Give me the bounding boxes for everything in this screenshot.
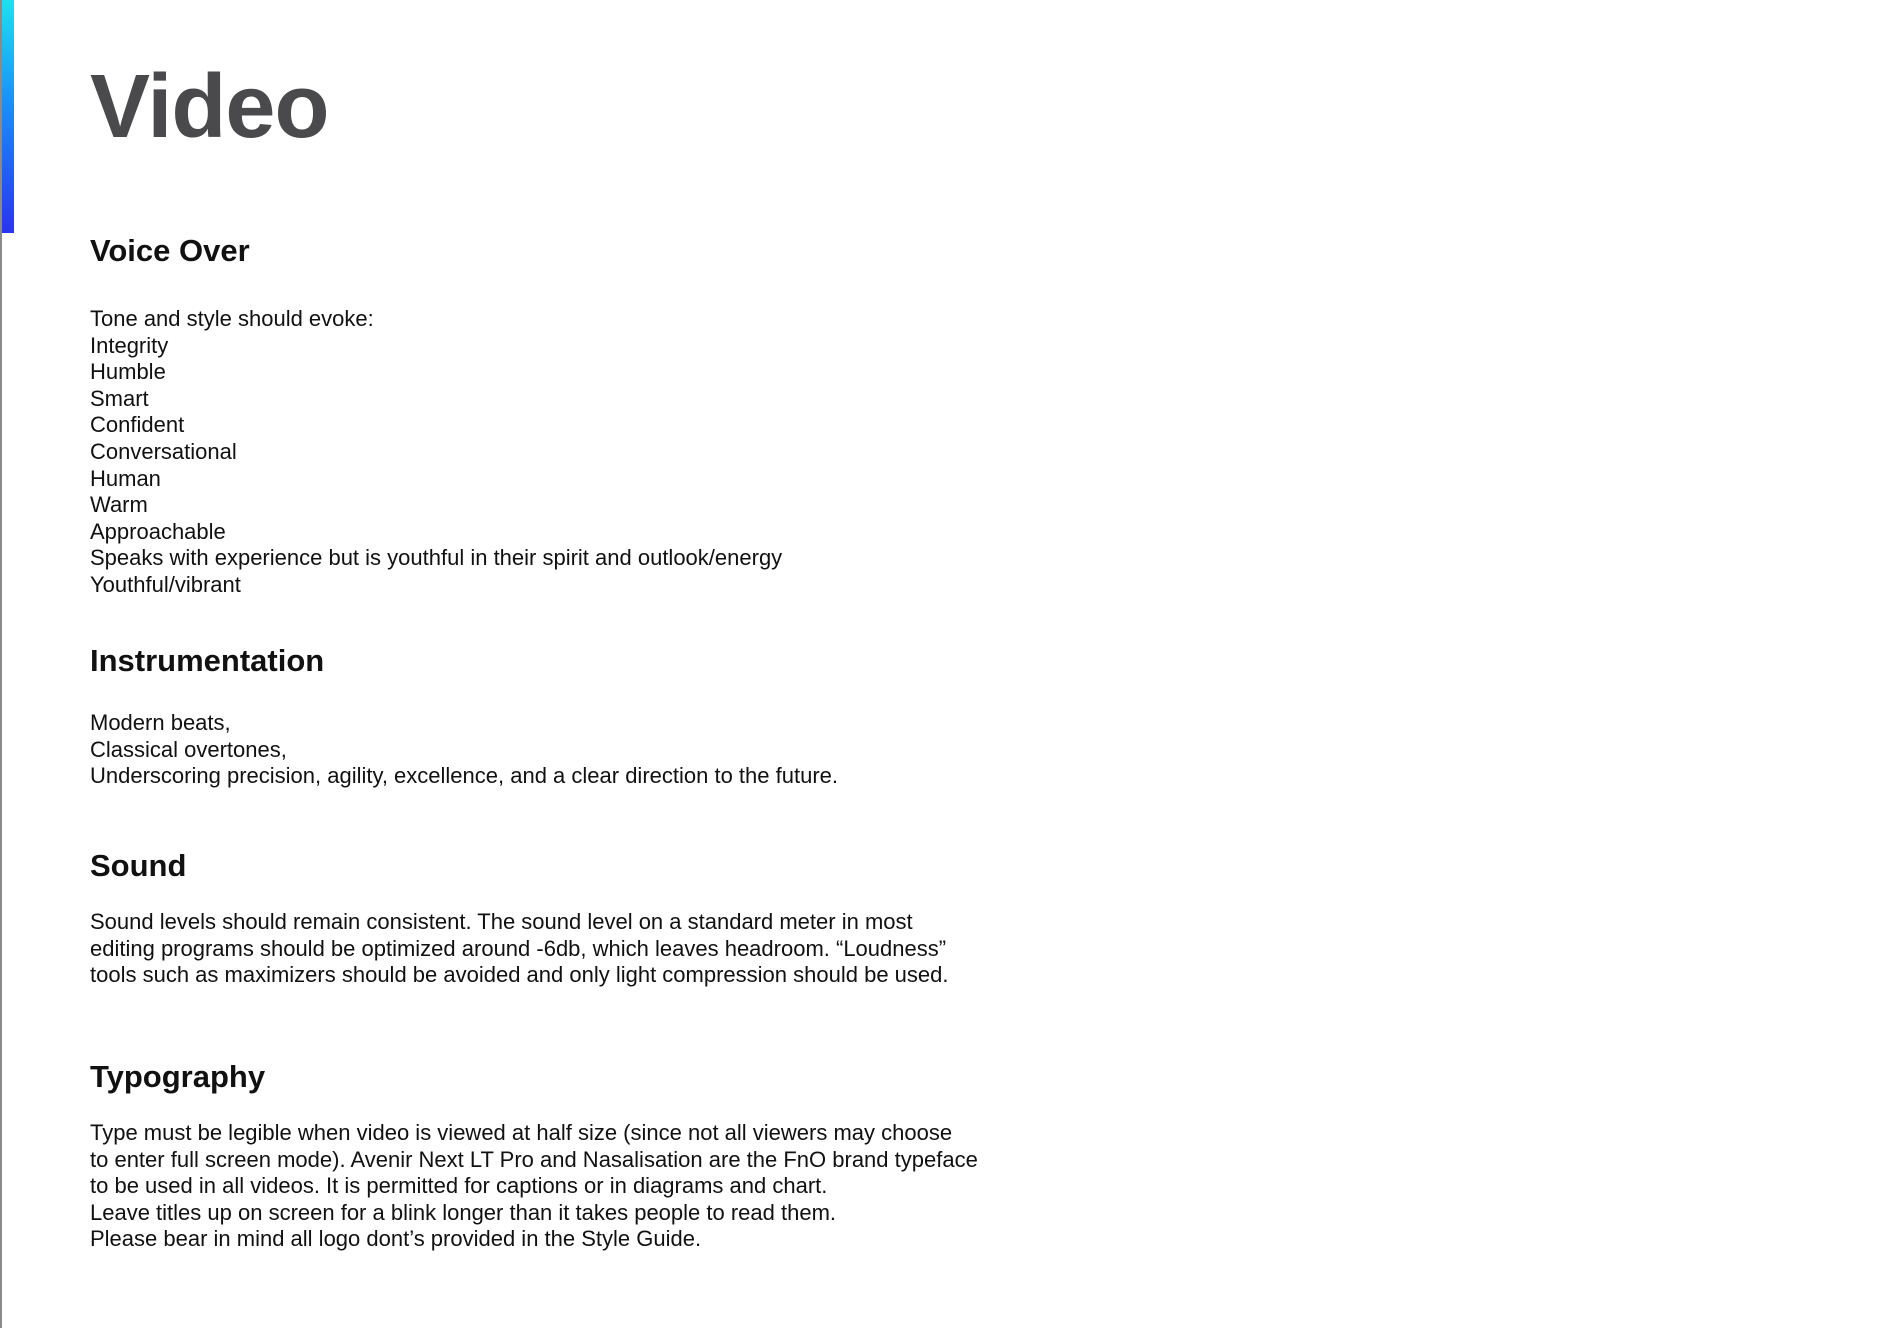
voice-over-item: Integrity (90, 332, 169, 358)
voice-over-item: Smart (90, 385, 149, 411)
voice-over-item: Warm (90, 492, 148, 518)
sound-line: tools such as maximizers should be avoided and only light compression should be used. (90, 962, 949, 988)
voice-over-item: Confident (90, 412, 185, 438)
voice-over-item: Humble (90, 359, 166, 385)
typography-heading: Typography (90, 1059, 266, 1094)
instrumentation-line: Classical overtones, (90, 736, 287, 762)
typography-line: Type must be legible when video is viewed at half size (since not all viewers may choose (90, 1120, 953, 1145)
typography-paragraph (90, 1120, 978, 1253)
typography-line: to enter full screen mode). Avenir Next LT Pro and Nasalisation are the FnO brand typeface (90, 1146, 978, 1172)
sound-paragraph (90, 909, 948, 989)
instrumentation-line: Modern beats, (90, 710, 231, 735)
sound-heading: Sound (90, 848, 187, 883)
voice-over-item: Speaks with experience but is youthful in their spirit and outlook/energy (90, 545, 783, 571)
sound-line: Sound levels should remain consistent. The sound level on a standard meter in most (90, 909, 913, 934)
instrumentation-line: Underscoring precision, agility, excellence, and a clear direction to the future. (90, 763, 838, 789)
voice-over-item: Youthful/vibrant (90, 571, 241, 597)
instrumentation-text (90, 710, 838, 790)
accent-gradient-bar (2, 0, 14, 233)
voice-over-item: Human (90, 465, 161, 491)
voice-over-list (90, 306, 782, 599)
page-title: Video (90, 57, 329, 157)
typography-line: Leave titles up on screen for a blink longer than it takes people to read them. (90, 1199, 837, 1225)
voice-over-intro: Tone and style should evoke: (90, 306, 374, 331)
voice-over-heading: Voice Over (90, 233, 250, 268)
instrumentation-heading: Instrumentation (90, 643, 325, 678)
sound-line: editing programs should be optimized around -6db, which leaves headroom. “Loudness” (90, 935, 947, 961)
typography-line: to be used in all videos. It is permitted for captions or in diagrams and chart. (90, 1173, 828, 1199)
voice-over-item: Approachable (90, 518, 226, 544)
voice-over-item: Conversational (90, 438, 237, 464)
typography-line: Please bear in mind all logo dont’s provided in the Style Guide. (90, 1226, 702, 1252)
